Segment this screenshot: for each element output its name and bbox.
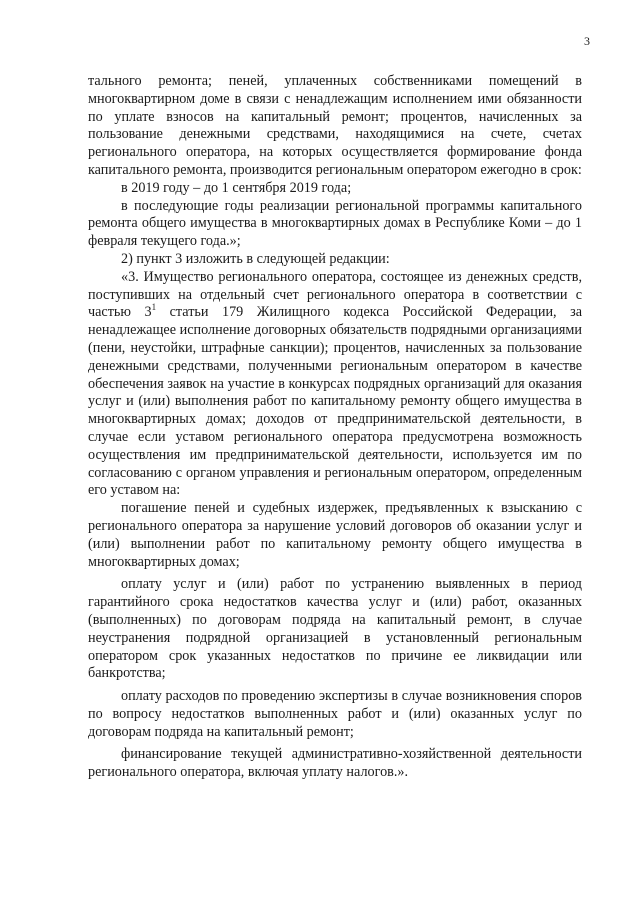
item-3-superscript: 1: [151, 301, 157, 312]
page-number: 3: [584, 34, 590, 48]
paragraph-deadline-following-years: в последующие годы реализации региональной программы капитального ремонта общего имущества в многоквартирных домах в Республике Коми – до 1 февраля текущего года.»;: [88, 197, 582, 250]
paragraph-deadline-2019: в 2019 году – до 1 сентября 2019 года;: [121, 179, 352, 196]
paragraph-continuation: тального ремонта; пеней, уплаченных собственниками помещений в многоквартирном доме в связи с ненадлежащим исполнением ими обязанности по уплате взносов на капитальный ремонт; процентов, начисленных за пользование денежными средствами, находящимися на счете, счетах регионального оператора, на которых осуществляется формирование фонда капитального ремонта, производится региональным оператором ежегодно в срок:: [88, 73, 582, 178]
item-3-text-end: статьи 179 Жилищного кодекса Российской Федерации, за ненадлежащее исполнение договорных обязательств подрядными организациями (пени, неустойки, штрафные санкции); процентов, начисленных за пользование денежными средствами, полученными региональным оператором в качестве обеспечения заявок на участие в конкурсах подрядных организаций для оказания услуг и (или) выполнения работ по капитальному ремонту общего имущества в многоквартирных домах; доходов от предпринимательской деятельности, в случае если уставом регионального оператора предусмотрена возможность осуществления им предпринимательской деятельности, используется им по согласованию с органом управления и региональным оператором, определенным его уставом на:: [88, 304, 583, 499]
item-3-text-start: «3. Имущество регионального оператора, состоящее из денежных средств, поступивших на отдельный счет регионального оператора в соответствии с частью 3: [88, 268, 582, 321]
paragraph-financing: финансирование текущей административно-хозяйственной деятельности регионального оператора, включая уплату налогов.».: [88, 746, 582, 781]
paragraph-item-3: [88, 269, 582, 500]
paragraph-item-2-heading: 2) пункт 3 изложить в следующей редакции:: [121, 250, 390, 267]
document-body: [88, 73, 582, 782]
paragraph-warranty-works: оплату услуг и (или) работ по устранению выявленных в период гарантийного срока недостатков качества услуг и (или) работ, оказанных (выполненных) по договорам подряда на капитальный ремонт, в случае неустранения подрядной организацией в установленный региональным оператором срок указанных недостатков по причине ее ликвидации или банкротства;: [88, 576, 582, 682]
paragraph-expertise: оплату расходов по проведению экспертизы в случае возникновения споров по вопросу недостатков выполненных работ и (или) оказанных услуг по договорам подряда на капитальный ремонт;: [88, 688, 582, 740]
paragraph-penalties: погашение пеней и судебных издержек, предъявленных к взысканию с регионального оператора за нарушение условий договоров об оказании услуг и (или) выполнении работ по капитальному ремонту общего имущества в многоквартирных домах;: [88, 500, 582, 570]
